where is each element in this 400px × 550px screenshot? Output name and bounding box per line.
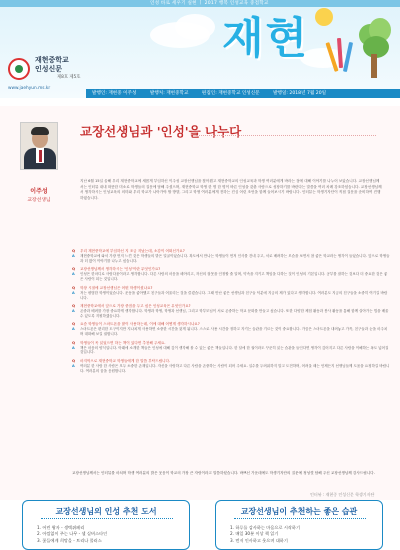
pencils-illustration <box>326 34 356 74</box>
tree-illustration <box>355 18 393 78</box>
answer-text: 스마트폰은 편리한 도구이지만 지나치게 사용하면 소중한 시간을 잃게 됩니다. 스스로 사용 시간을 정하고 지키는 습관을 기르는 것이 중요합니다. 가끔은 스마트폰을 내려놓고 가족, 친구들과 눈을 마주치며 대화해 보길 권합니다. <box>80 327 388 337</box>
question-text: 요즘 학생들이 스마트폰을 많이 사용하는데, 이에 대해 어떻게 생각하시나요? <box>80 322 200 327</box>
box-title: 교장선생님이 추천하는 좋은 습관 <box>240 507 358 516</box>
question-mark-icon: Q <box>72 358 76 363</box>
question-text: 교장선생님께서 생각하시는 '인성'이란 무엇인가요? <box>80 267 161 272</box>
principal-role: 교장선생님 <box>27 198 51 203</box>
publishing-office: 발행처: 재현중학교 <box>149 91 189 96</box>
qa-item <box>72 359 390 374</box>
newspaper-name: 인성신문 <box>35 65 63 73</box>
question-mark-icon: Q <box>72 249 76 253</box>
answer-text: 재현중학교에 와서 가장 먼저 느낀 것은 학생들의 밝은 얼굴이었습니다. 복도에서 만나는 학생들이 먼저 인사를 건네 주고, 서로 배려하는 모습을 보면서 참 좋은 학교라는 생각이 들었습니다. 앞으로 학생들과 더 많이 이야기를 나누고 싶습니다. <box>80 254 390 263</box>
answer-text: 여러분 한 사람 한 사람은 모두 소중한 존재입니다. 자신을 사랑하고 다른 사람을 존중하는 사람이 되어 주세요. 실수를 두려워하지 말고 도전하며, 어려울 때는 언제든지 선생님들께 도움을 요청하길 바랍니다. 여러분의 꿈을 응원합니다. <box>80 363 390 373</box>
answer <box>72 364 390 374</box>
question-mark-icon: Q <box>72 340 76 345</box>
list-item: 1. 어린 왕자 - 생텍쥐페리 <box>37 525 85 530</box>
answer-mark-icon: A <box>72 290 75 295</box>
question-text: 우리 재현중학교에 부임하신 지 조금 지났는데, 소감이 어떠신가요? <box>80 249 185 253</box>
sun-icon <box>315 8 333 26</box>
interview-section <box>0 106 400 500</box>
masthead-title: 재현 <box>222 14 310 64</box>
question-mark-icon: Q <box>72 322 76 327</box>
newspaper-header <box>0 0 400 98</box>
article-intro: 지난 6월 15일 올해 우리 재현중학교에 새롭게 부임하신 이주성 교장선생님을 찾아뵙고 재현중학교의 인성교육과 학생 여러분에게 바라는 점에 대해 이야기를 나누어 보았습니다. 교장선생님께서는 인터뷰 내내 따뜻한 미소로 학생들의 질문에 답해 주셨으며, 재현중학교 학생 한 명 한 명이 바른 인성을 갖춘 사람으로 성장하기를 바란다는 말씀을 여러 차례 강조하셨습니다. 교장선생님께서 생각하시는 인성교육의 의미와 우리 학교가 나아가야 할 방향, 그리고 학생 여러분에게 전하는 진심 어린 조언을 함께 들어보시기 바랍니다. 인터뷰는 학생기자단이 직접 질문을 준비하여 진행하였습니다. <box>80 179 382 200</box>
editor: 편집인: 재현중학교 인성신문 <box>201 91 260 96</box>
article-outro: 교장선생님께서는 인터뷰를 마치며 학생 여러분의 밝은 웃음이 학교의 가장 큰 자랑이라고 말씀하셨습니다. 바쁘신 가운데에도 학생기자단의 질문에 정성껏 답해 주신 교장선생님께 감사드립니다. <box>72 471 375 475</box>
question-text: 학창 시절에 교장선생님은 어떤 학생이셨나요? <box>80 285 153 290</box>
tree-trunk <box>371 54 377 78</box>
answer <box>72 327 390 337</box>
staff-bar <box>86 89 400 98</box>
answer-text: 책은 마음의 양식입니다. 아래에 소개한 책들은 인성에 대해 깊이 생각해 볼 수 있는 좋은 책들입니다. 한 달에 한 권이라도 꾸준히 읽는 습관을 들인다면 생각이 깊어지고 다른 사람을 이해하는 폭도 넓어질 것입니다. <box>80 345 389 355</box>
habit-list <box>230 525 300 544</box>
question-mark-icon: Q <box>72 303 76 308</box>
issue-number: 제8호 제5호 <box>57 75 81 80</box>
answer <box>72 346 390 356</box>
answer <box>72 272 390 282</box>
publisher: 발행인: 재현중 이주성 <box>92 91 137 96</box>
answer-text: 저는 평범한 학생이었습니다. 운동을 좋아했고 친구들과 어울리는 것을 즐겼습니다. 그때 만난 좋은 선생님과 친구들 덕분에 지금의 제가 있다고 생각합니다. 여러분도 지금의 친구들을 소중히 여기길 바랍니다. <box>80 290 388 300</box>
principal-name: 이주성 <box>30 188 48 195</box>
principal-photo <box>20 122 58 170</box>
answer <box>72 291 390 301</box>
question-text: 학생들이 꼭 읽었으면 하는 책이 있다면 추천해 주세요. <box>80 340 166 345</box>
answer-mark-icon: A <box>72 363 75 368</box>
top-slogan: 인성 바로 세우기 실현 ㅣ 2017 행복 인성교육 중점학교 <box>150 1 269 6</box>
hair-shape <box>31 127 49 135</box>
question-mark-icon: Q <box>72 285 76 290</box>
school-url: www.jaehyun.ms.kr <box>8 86 51 91</box>
qa-item <box>72 304 390 319</box>
qa-item <box>72 267 390 282</box>
list-item: 3. 꽃들에게 희망을 - 트리나 폴러스 <box>37 537 102 543</box>
answer-mark-icon: A <box>72 327 75 332</box>
qa-item <box>72 286 390 301</box>
list-item: 2. 매일 30분 이상 책 읽기 <box>230 531 279 537</box>
answer-text: 인성은 한마디로 사람다움이라고 생각합니다. 다른 사람의 마음을 헤아리고, 자신의 잘못을 인정할 줄 알며, 약속을 지키고 책임을 다하는 것이 인성의 기본입니다. 공부를 잘하는 것보다 더 중요한 것은 좋은 사람이 되는 것입니다. <box>80 272 388 282</box>
recommended-books-box <box>22 500 190 550</box>
school-name-text: 재현중학교 <box>35 56 69 64</box>
qa-item <box>72 322 390 337</box>
publish-date: 발행일: 2018년 7월 20일 <box>273 91 327 96</box>
article-title: 교장선생님과 '인성'을 나누다 <box>80 124 242 139</box>
question-text: 재현중학교에서 앞으로 가장 중점을 두고 싶은 인성교육은 무엇인가요? <box>80 303 191 308</box>
title-divider <box>196 135 376 136</box>
qa-item <box>72 249 390 264</box>
qa-list <box>72 249 390 377</box>
question-text: 마지막으로 재현중학교 학생들에게 한 말씀 부탁드립니다. <box>80 358 171 363</box>
cloud-decoration <box>175 14 215 40</box>
recommended-habits-box <box>215 500 383 550</box>
answer <box>72 254 390 264</box>
question-mark-icon: Q <box>72 267 76 272</box>
answer-text: 존중과 배려를 가장 중요하게 생각합니다. 학생과 학생, 학생과 선생님, 그리고 학부모님이 서로 존중하는 학교 문화를 만들고 싶습니다. 또한 다양한 체험 활동과 봉사 활동을 통해 함께 살아가는 법을 배울 수 있도록 지원하겠습니다. <box>80 308 389 318</box>
box-divider <box>41 518 173 519</box>
answer-mark-icon: A <box>72 308 75 313</box>
pencil-icon <box>343 42 353 72</box>
answer-mark-icon: A <box>72 345 75 350</box>
box-divider <box>234 518 366 519</box>
answer <box>72 309 390 319</box>
answer-mark-icon: A <box>72 254 75 258</box>
answer-mark-icon: A <box>72 272 75 277</box>
qa-item <box>72 341 390 356</box>
book-list <box>37 525 107 544</box>
list-item: 1. 하루를 감사하는 마음으로 시작하기 <box>230 525 300 530</box>
article-credit: 인터뷰 : 재현중 인성신문 학생기자단 <box>310 492 375 497</box>
box-title: 교장선생님의 인성 추천 도서 <box>55 507 157 516</box>
school-name <box>35 56 69 74</box>
tie-shape <box>39 150 42 162</box>
pencil-icon <box>337 38 343 68</box>
list-item: 2. 아낌없이 주는 나무 - 셸 실버스타인 <box>37 531 108 537</box>
list-item: 3. 먼저 인사하고 웃으며 대하기 <box>230 537 288 543</box>
school-logo-icon <box>8 58 30 80</box>
